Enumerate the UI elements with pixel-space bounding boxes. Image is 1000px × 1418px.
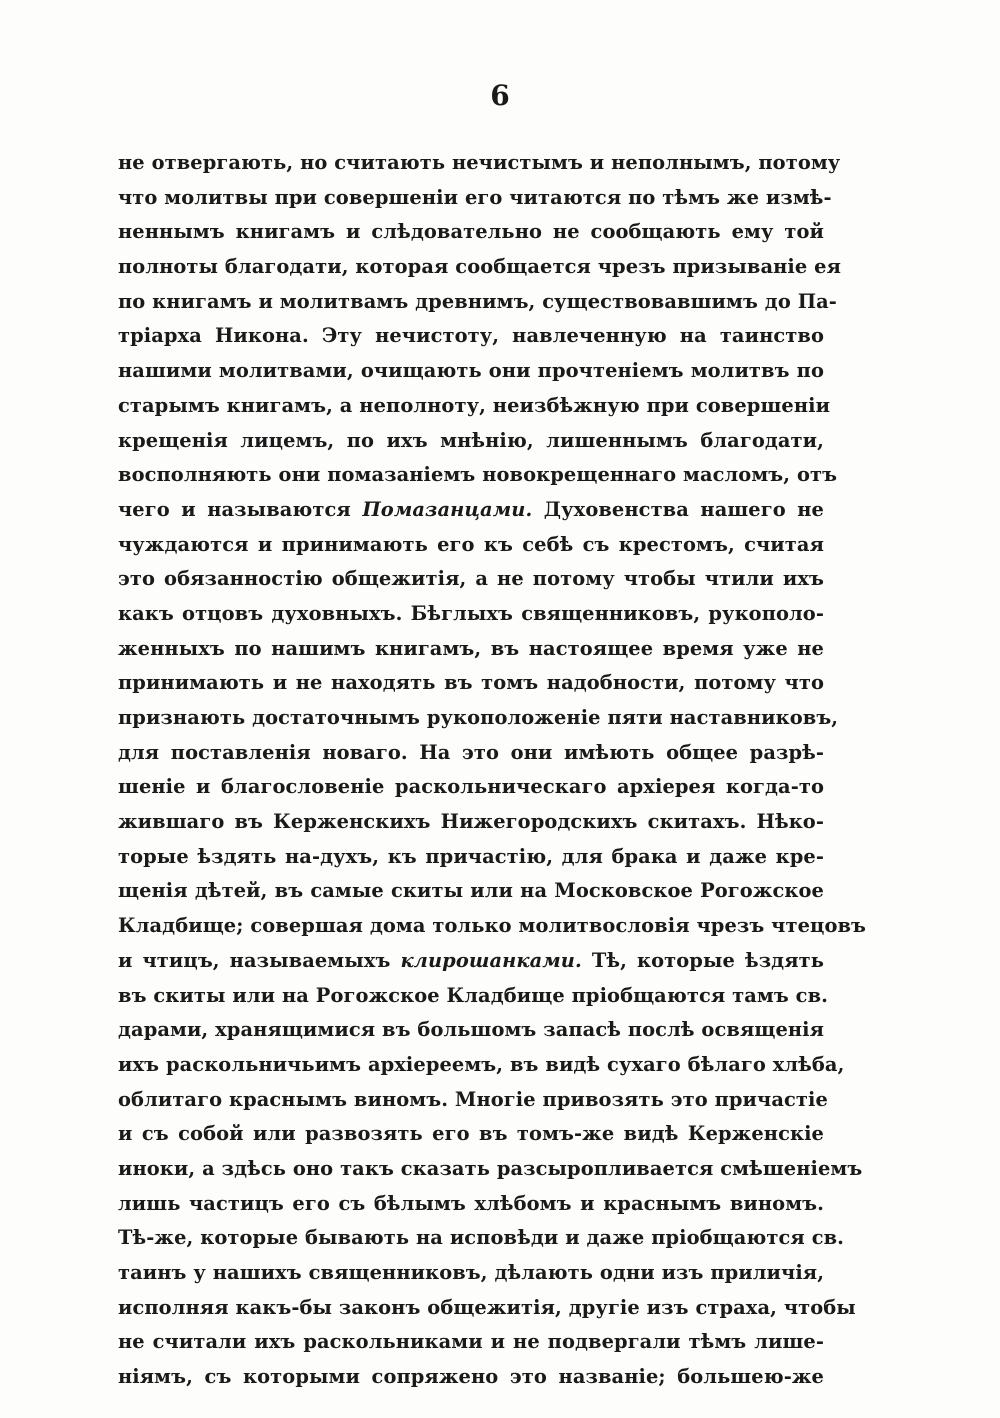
text-segment: таинъ у нашихъ священниковъ, дѣлають одни изъ приличія, — [118, 1261, 825, 1284]
text-segment: признають достаточнымъ рукоположеніе пяти наставниковъ, — [118, 706, 839, 729]
text-segment: принимають и не находять въ томъ надобности, потому что — [118, 671, 824, 695]
text-segment: Тѣ, которые ѣздять — [581, 948, 824, 972]
text-segment: по книгамъ и молитвамъ древнимъ, существовавшимъ до Па- — [118, 289, 837, 313]
text-line — [118, 146, 841, 181]
text-segment: старымъ книгамъ, а неполноту, неизбѣжную при совершеніи — [118, 393, 831, 417]
text-segment: ніямъ, съ которыми сопряжено это названіе; большею-же — [118, 1365, 824, 1389]
text-segment: нашими молитвами, очищають они прочтеніемъ молитвъ по — [118, 359, 824, 383]
text-line — [118, 909, 867, 944]
text-segment: ихъ раскольничьимъ архіереемъ, въ видѣ сухаго бѣлаго хлѣба, — [118, 1052, 845, 1076]
text-line — [118, 979, 829, 1014]
text-line — [118, 389, 831, 424]
text-line — [118, 1360, 824, 1395]
text-line — [118, 562, 824, 597]
text-line — [118, 1291, 856, 1326]
italic-term: Помазанцами. — [362, 497, 533, 521]
text-segment: въ скиты или на Рогожское Кладбище пріобщаются тамъ св. — [118, 983, 829, 1007]
text-line — [118, 874, 824, 909]
text-segment: полноты благодати, которая сообщается чрезъ призываніе ея — [118, 255, 842, 279]
text-segment: восполняють они помазаніемъ новокрещеннаго масломъ, отъ — [118, 463, 838, 487]
text-line — [118, 1083, 828, 1118]
text-line — [118, 424, 824, 459]
text-line — [118, 944, 824, 979]
text-segment: не отвергають, но считають нечистымъ и неполнымъ, потому — [118, 151, 841, 174]
text-segment: неннымъ книгамъ и слѣдовательно не сообщають ему той — [118, 220, 824, 244]
text-line — [118, 1117, 824, 1152]
text-segment: не считали ихъ раскольниками и не подвергали тѣмъ лише- — [118, 1330, 824, 1354]
text-segment: Тѣ-же, которые бывають на исповѣди и даже пріобщаются св. — [118, 1226, 845, 1250]
text-segment: жившаго въ Керженскихъ Нижегородскихъ скитахъ. Нѣко- — [118, 810, 824, 834]
text-line — [118, 250, 842, 285]
text-segment: облитаго краснымъ виномъ. Многіе привозять это причастіе — [118, 1087, 828, 1111]
text-segment: для поставленія новаго. На это они имѣють общее разрѣ- — [118, 740, 824, 764]
text-segment: чуждаются и принимають его къ себѣ съ крестомъ, считая — [118, 532, 824, 556]
text-line — [118, 701, 839, 736]
text-line — [118, 632, 824, 667]
text-segment: тріарха Никона. Эту нечистоту, навлеченную на таинство — [118, 324, 824, 348]
text-line — [118, 493, 824, 528]
text-segment: крещенія лицемъ, по ихъ мнѣнію, лишеннымъ благодати, — [118, 428, 824, 452]
text-segment: какъ отцовъ духовныхъ. Бѣглыхъ священниковъ, рукополо- — [118, 601, 824, 625]
text-segment: иноки, а здѣсь оно такъ сказать разсыропливается смѣшеніемъ — [118, 1156, 863, 1180]
text-line — [118, 285, 837, 320]
page-number: 6 — [490, 79, 510, 112]
text-line — [118, 597, 824, 632]
text-segment: что молитвы при совершеніи его читаются по тѣмъ же измѣ- — [118, 185, 832, 209]
text-segment: торые ѣздять на-духъ, къ причастію, для брака и даже кре- — [118, 844, 824, 868]
text-line — [118, 805, 824, 840]
body-text — [118, 146, 867, 1395]
text-line — [118, 1256, 824, 1291]
text-line — [118, 319, 824, 354]
text-segment: дарами, хранящимися въ большомъ запасѣ послѣ освященія — [118, 1018, 825, 1042]
text-segment: щенія дѣтей, въ самые скиты или на Московское Рогожское — [118, 879, 824, 903]
text-segment: женныхъ по нашимъ книгамъ, въ настоящее время уже не — [118, 636, 824, 660]
text-line — [118, 1325, 824, 1360]
text-segment: и чтицъ, называемыхъ — [118, 948, 401, 972]
text-line — [118, 666, 824, 701]
text-segment: чего и называются — [118, 497, 363, 521]
text-line — [118, 1048, 845, 1083]
text-segment: это обязанностію общежитія, а не потому чтобы чтили ихъ — [118, 567, 824, 591]
text-segment: Духовенства нашего не — [532, 497, 824, 521]
text-line — [118, 1152, 863, 1187]
text-segment: лишь частицъ его съ бѣлымъ хлѣбомъ и краснымъ виномъ. — [118, 1191, 824, 1215]
text-line — [118, 528, 824, 563]
text-line — [118, 1187, 824, 1222]
text-segment: и съ собой или развозять его въ томъ-же видѣ Керженскіе — [118, 1122, 824, 1146]
text-line — [118, 1013, 824, 1048]
text-line — [118, 736, 824, 771]
text-line — [118, 181, 832, 216]
text-segment: шеніе и благословеніе раскольническаго архіерея когда-то — [118, 775, 824, 799]
text-line — [118, 458, 838, 493]
text-line — [118, 770, 824, 805]
text-line — [118, 354, 824, 389]
text-line — [118, 215, 824, 250]
text-line — [118, 1221, 845, 1256]
italic-term: клирошанками. — [400, 948, 582, 972]
text-segment: исполняя какъ-бы законъ общежитія, другіе изъ страха, чтобы — [118, 1295, 856, 1319]
text-segment: Кладбище; совершая дома только молитвословія чрезъ чтецовъ — [118, 914, 867, 938]
text-line — [118, 840, 824, 875]
